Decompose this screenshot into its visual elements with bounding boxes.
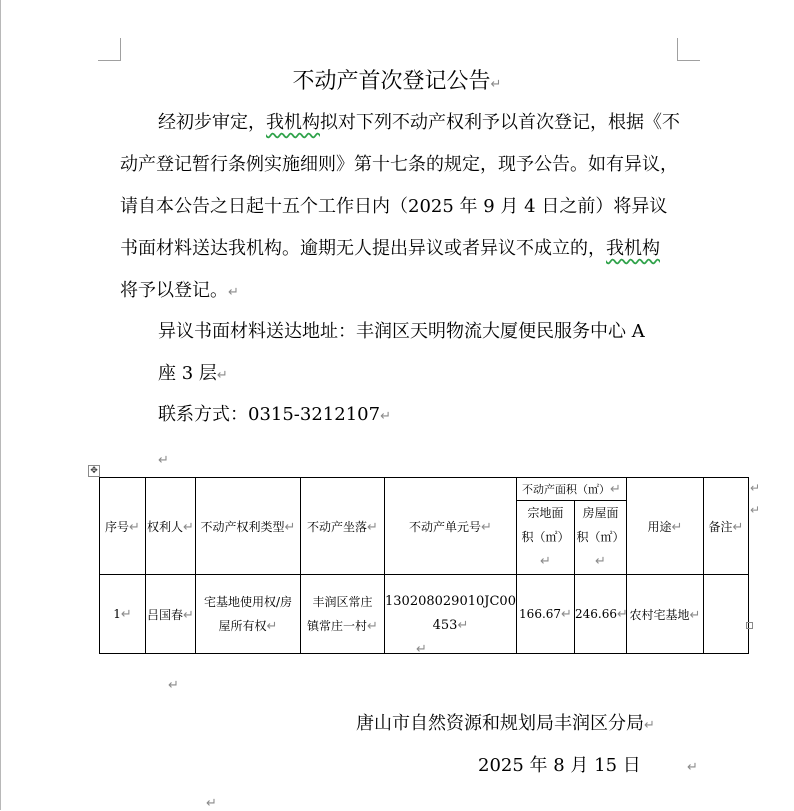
header-unit-no[interactable]: 不动产单元号↵ [385, 478, 517, 575]
signature-date[interactable]: 2025 年 8 月 15 日 [478, 755, 641, 776]
body-line-5[interactable]: 将予以登记。↵ [120, 280, 239, 301]
crop-mark-top-right [677, 38, 700, 61]
row-end-mark: ↵ [750, 503, 761, 517]
cell-holder[interactable]: 吕国春↵ [146, 575, 196, 654]
body-line-3[interactable]: 请自本公告之日起十五个工作日内（2025 年 9 月 4 日之前）将异议 [120, 196, 668, 217]
cell-unit-no[interactable]: 130208029010JC00 453↵ [385, 575, 517, 654]
body-line-1[interactable]: 经初步审定，我机构拟对下列不动产权利予以首次登记，根据《不 [158, 112, 680, 133]
row-end-mark: ↵ [750, 481, 761, 495]
date-paragraph-mark: ↵ [687, 760, 698, 775]
header-area-group[interactable]: 不动产面积（㎡）↵ [517, 478, 627, 501]
empty-paragraph-mark: ↵ [416, 642, 427, 657]
header-land-area[interactable]: 宗地面 积（㎡）↵ [517, 501, 575, 575]
body-line-2[interactable]: 动产登记暂行条例实施细则》第十七条的规定，现予公告。如有异议， [120, 154, 678, 175]
empty-paragraph-mark: ↵ [168, 678, 179, 693]
header-house-area[interactable]: 房屋面 积（㎡）↵ [575, 501, 627, 575]
crop-mark-top-left [98, 38, 121, 61]
cell-usage[interactable]: 农村宅基地↵ [627, 575, 704, 654]
cell-house-area[interactable]: 246.66↵ [575, 575, 627, 654]
table-header-row [100, 478, 749, 501]
cell-remark[interactable] [704, 575, 749, 654]
header-right-type[interactable]: 不动产权利类型↵ [196, 478, 301, 575]
address-line-2[interactable]: 座 3 层↵ [158, 363, 228, 384]
header-holder[interactable]: 权利人↵ [146, 478, 196, 575]
cell-right-type[interactable]: 宅基地使用权/房 屋所有权↵ [196, 575, 301, 654]
empty-paragraph[interactable]: ↵ [158, 453, 169, 468]
empty-paragraph-mark: ↵ [206, 796, 217, 811]
header-remark[interactable]: 备注↵ [704, 478, 749, 575]
header-seq[interactable]: 序号↵ [100, 478, 146, 575]
cell-seq[interactable]: 1↵ [100, 575, 146, 654]
header-location[interactable]: 不动产坐落↵ [301, 478, 385, 575]
registration-table[interactable] [99, 477, 749, 654]
grammar-flag-my-agency: 我机构 [266, 112, 320, 133]
cell-land-area[interactable]: 166.67↵ [517, 575, 575, 654]
table-resize-handle[interactable] [746, 622, 753, 629]
header-usage[interactable]: 用途↵ [627, 478, 704, 575]
address-line-1[interactable]: 异议书面材料送达地址：丰润区天明物流大厦便民服务中心 A [158, 321, 645, 342]
cell-location[interactable]: 丰润区常庄 镇常庄一村↵ [301, 575, 385, 654]
contact-line[interactable]: 联系方式：0315-3212107↵ [158, 404, 391, 425]
table-move-handle-icon[interactable]: ✥ [88, 465, 100, 477]
body-line-4[interactable]: 书面材料送达我机构。逾期无人提出异议或者异议不成立的，我机构 [120, 238, 660, 259]
grammar-flag-my-agency-2: 我机构 [606, 238, 660, 259]
page-left-edge [0, 0, 1, 810]
signature-org[interactable]: 唐山市自然资源和规划局丰润区分局↵ [356, 713, 655, 734]
document-title[interactable]: 不动产首次登记公告↵ [292, 69, 502, 94]
